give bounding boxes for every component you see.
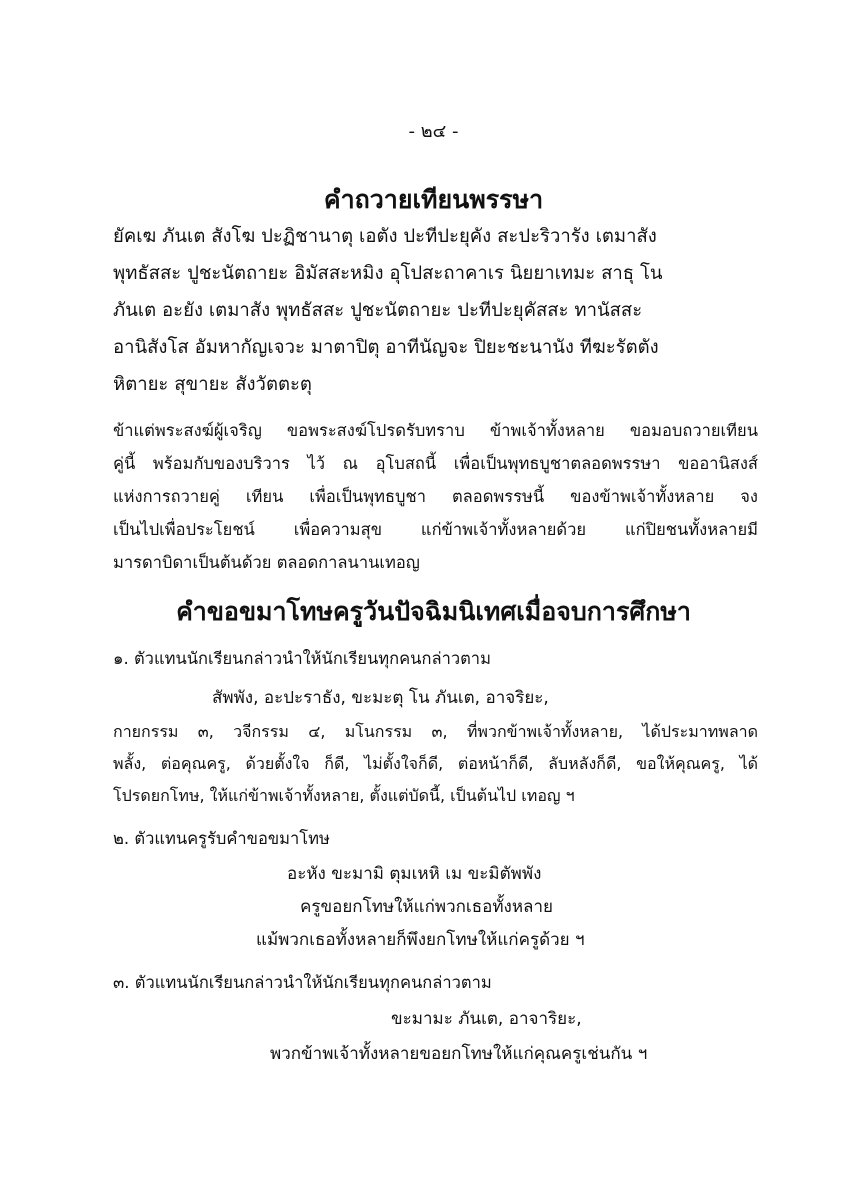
pali-line: ยัคเฆ ภันเต สังโฆ ปะฏิชานาตุ เอตัง ปะทีปะยุคัง สะปะริวารัง เตมาสัง bbox=[113, 226, 657, 247]
item-2-line: แม้พวกเธอทั้งหลายก็พึงยกโทษให้แก่ครูด้วย ฯ bbox=[256, 930, 585, 950]
thai-paragraph-line: มารดาบิดาเป็นต้นด้วย ตลอดกาลนานเทอญ bbox=[113, 553, 420, 572]
section-title-apology: คำขอขมาโทษครูวันปัจฉิมนิเทศเมื่อจบการศึกษา bbox=[176, 597, 691, 626]
item-3-pali: ขะมามะ ภันเต, อาจาริยะ, bbox=[391, 1009, 582, 1029]
item-1-line: กายกรรม ๓, วจีกรรม ๔, มโนกรรม ๓, ที่พวกข้าพเจ้าทั้งหลาย, ได้ประมาทพลาด bbox=[113, 722, 758, 741]
pali-line: หิตายะ สุขายะ สังวัตตะตุ bbox=[113, 374, 312, 395]
pali-line: พุทธัสสะ ปูชะนัตถายะ อิมัสสะหมิง อุโปสะถาคาเร นิยยาเทมะ สาธุ โน bbox=[113, 263, 663, 284]
item-2-heading: ๒. ตัวแทนครูรับคำขอขมาโทษ bbox=[113, 829, 330, 848]
thai-paragraph-line: ข้าแต่พระสงฆ์ผู้เจริญ ขอพระสงฆ์โปรดรับทราบ ข้าพเจ้าทั้งหลาย ขอมอบถวายเทียน bbox=[113, 421, 758, 440]
pali-line: ภันเต อะยัง เตมาสัง พุทธัสสะ ปูชะนัตถายะ ปะทีปะยุคัสสะ ทานัสสะ bbox=[113, 300, 643, 321]
thai-paragraph-line: แห่งการถวายคู่ เทียน เพื่อเป็นพุทธบูชา ตลอดพรรษนี้ ของข้าพเจ้าทั้งหลาย จง bbox=[113, 487, 758, 506]
item-2-pali: อะหัง ขะมามิ ตุมเหหิ เม ขะมิตัพพัง bbox=[287, 864, 542, 884]
item-3-heading: ๓. ตัวแทนนักเรียนกล่าวนำให้นักเรียนทุกคนกล่าวตาม bbox=[113, 973, 492, 992]
thai-paragraph-line: เป็นไปเพื่อประโยชน์ เพื่อความสุข แก่ข้าพเจ้าทั้งหลายด้วย แก่ปิยชนทั้งหลายมี bbox=[113, 520, 758, 539]
pali-line: อานิสังโส อัมหากัญเจวะ มาตาปิตุ อาทีนัญจะ ปิยะชะนานัง ทีฆะรัตตัง bbox=[113, 337, 659, 358]
item-1-pali: สัพพัง, อะปะราธัง, ขะมะตุ โน ภันเต, อาจริยะ, bbox=[212, 688, 549, 708]
item-1-heading: ๑. ตัวแทนนักเรียนกล่าวนำให้นักเรียนทุกคนกล่าวตาม bbox=[113, 649, 491, 668]
item-1-line: พลั้ง, ต่อคุณครู, ด้วยตั้งใจ ก็ดี, ไม่ตั้งใจก็ดี, ต่อหน้าก็ดี, ลับหลังก็ดี, ขอให้คุณครู, ได้ bbox=[113, 754, 758, 773]
page-number: - ๒๔ - bbox=[408, 121, 459, 142]
item-3-line: พวกข้าพเจ้าทั้งหลายขอยกโทษให้แก่คุณครูเช่นกัน ฯ bbox=[270, 1044, 648, 1064]
item-1-line: โปรดยกโทษ, ให้แก่ข้าพเจ้าทั้งหลาย, ตั้งแต่บัดนี้, เป็นต้นไป เทอญ ฯ bbox=[113, 786, 575, 805]
thai-paragraph-line: คู่นี้ พร้อมกับของบริวาร ไว้ ณ อุโบสถนี้ เพื่อเป็นพุทธบูชาตลอดพรรษา ขออานิสงส์ bbox=[113, 454, 758, 473]
section-title-candle-offering: คำถวายเทียนพรรษา bbox=[323, 185, 544, 214]
item-2-line: ครูขอยกโทษให้แก่พวกเธอทั้งหลาย bbox=[300, 897, 553, 917]
